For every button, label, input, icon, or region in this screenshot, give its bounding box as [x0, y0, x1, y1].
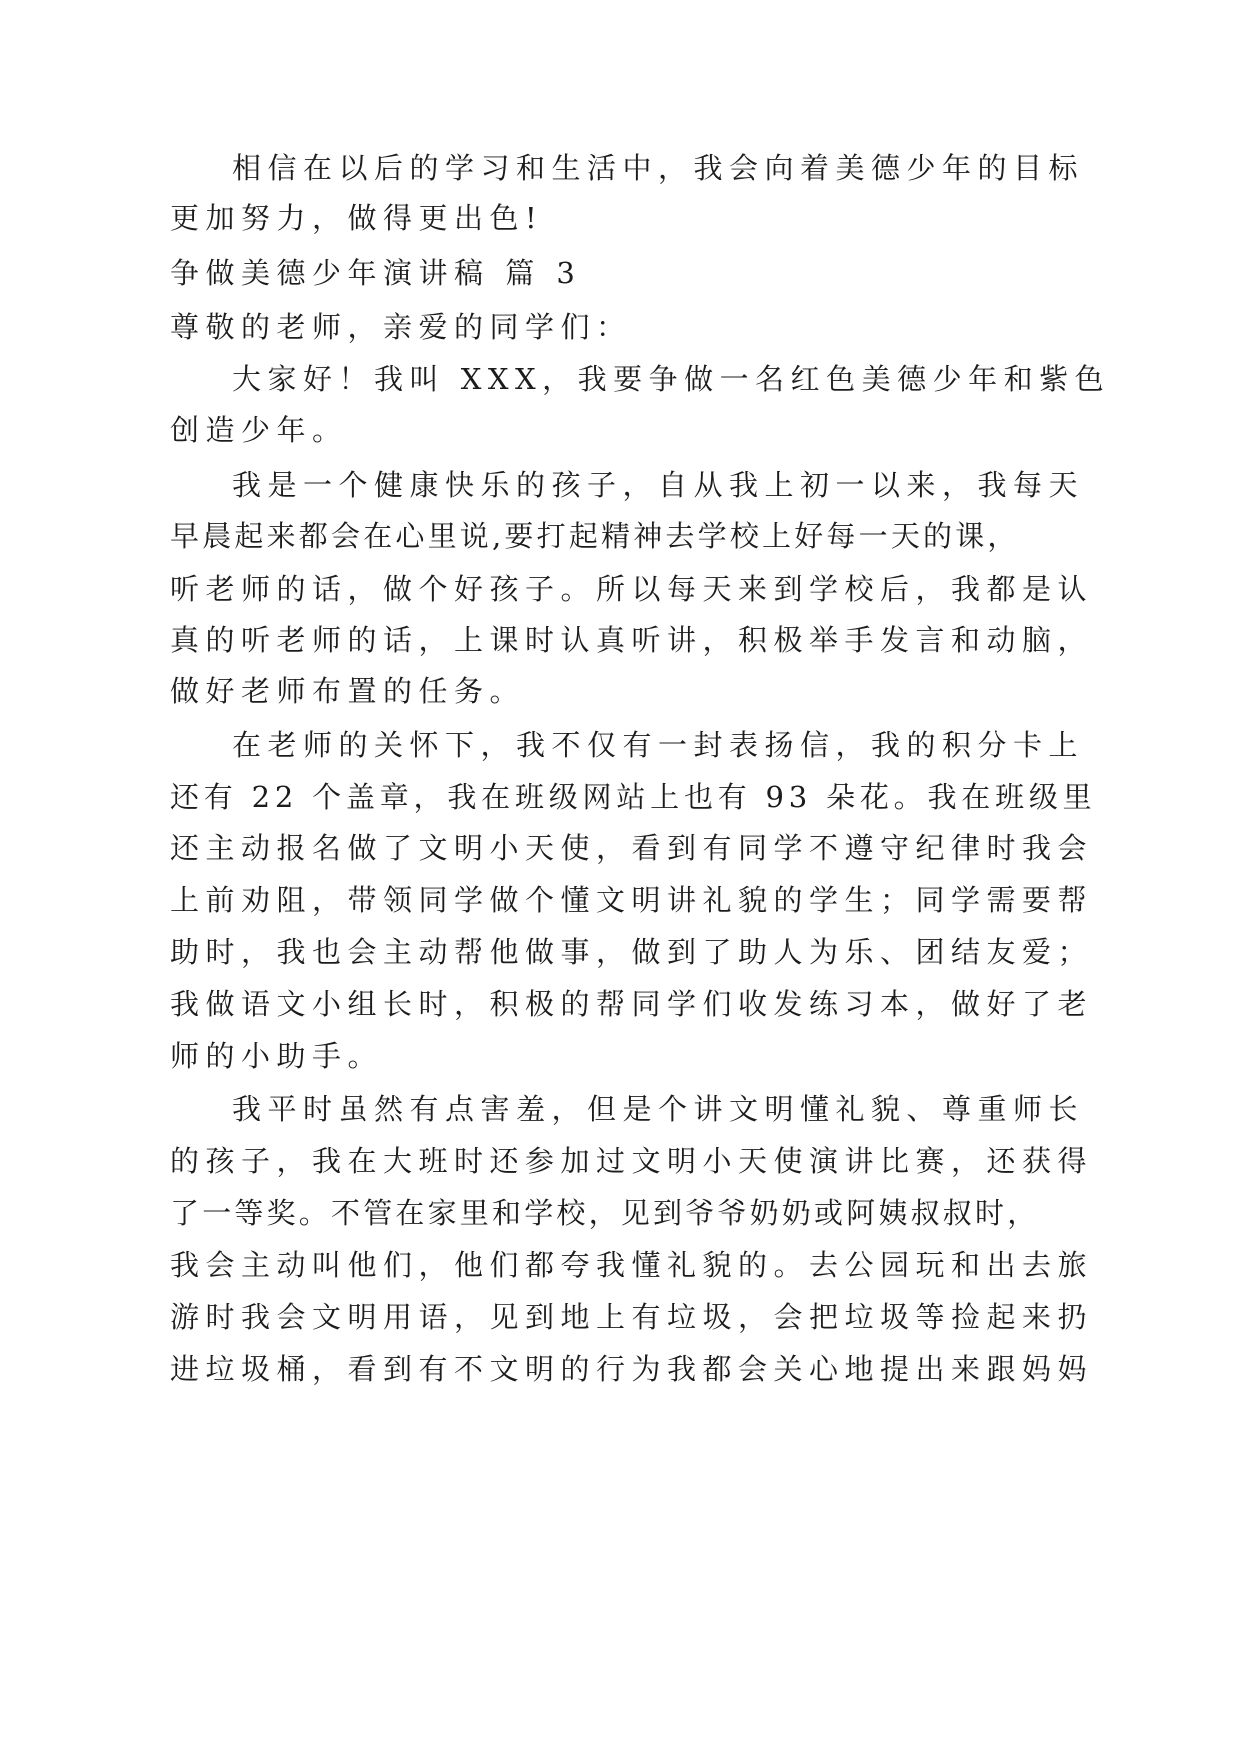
text-line: 游时我会文明用语，见到地上有垃圾，会把垃圾等捡起来扔	[170, 1300, 1094, 1334]
section-heading: 争做美德少年演讲稿 篇 3	[170, 256, 582, 290]
salutation: 尊敬的老师，亲爱的同学们：	[170, 310, 632, 344]
text-line: 我会主动叫他们，他们都夸我懂礼貌的。去公园玩和出去旅	[170, 1248, 1094, 1282]
text-line: 相信在以后的学习和生活中，我会向着美德少年的目标	[232, 151, 1085, 185]
text-line: 大家好！我叫 XXX，我要争做一名红色美德少年和紫色	[232, 362, 1111, 396]
text-line: 进垃圾桶，看到有不文明的行为我都会关心地提出来跟妈妈	[170, 1352, 1094, 1386]
text-line: 真的听老师的话，上课时认真听讲，积极举手发言和动脑，	[170, 623, 1094, 657]
text-line: 助时，我也会主动帮他做事，做到了助人为乐、团结友爱；	[170, 935, 1094, 969]
text-line: 我是一个健康快乐的孩子，自从我上初一以来，我每天	[232, 468, 1085, 502]
text-line: 我做语文小组长时，积极的帮同学们收发练习本，做好了老	[170, 987, 1094, 1021]
text-line: 做好老师布置的任务。	[170, 674, 526, 708]
text-line: 的孩子，我在大班时还参加过文明小天使演讲比赛，还获得	[170, 1144, 1094, 1178]
text-line: 更加努力，做得更出色!	[170, 201, 544, 235]
text-line: 我平时虽然有点害羞，但是个讲文明懂礼貌、尊重师长	[232, 1092, 1085, 1126]
text-line: 在老师的关怀下，我不仅有一封表扬信，我的积分卡上	[232, 728, 1085, 762]
text-line: 上前劝阻，带领同学做个懂文明讲礼貌的学生；同学需要帮	[170, 883, 1094, 917]
text-line: 了一等奖。不管在家里和学校，见到爷爷奶奶或阿姨叔叔时，	[170, 1196, 1040, 1230]
text-line: 还主动报名做了文明小天使，看到有同学不遵守纪律时我会	[170, 831, 1094, 865]
text-line: 师的小助手。	[170, 1039, 384, 1073]
text-line: 听老师的话，做个好孩子。所以每天来到学校后，我都是认	[170, 572, 1094, 606]
text-line: 创造少年。	[170, 413, 348, 447]
text-line: 还有 22 个盖章，我在班级网站上也有 93 朵花。我在班级里	[170, 780, 1097, 814]
text-line: 早晨起来都会在心里说,要打起精神去学校上好每一天的课，	[170, 519, 1020, 553]
